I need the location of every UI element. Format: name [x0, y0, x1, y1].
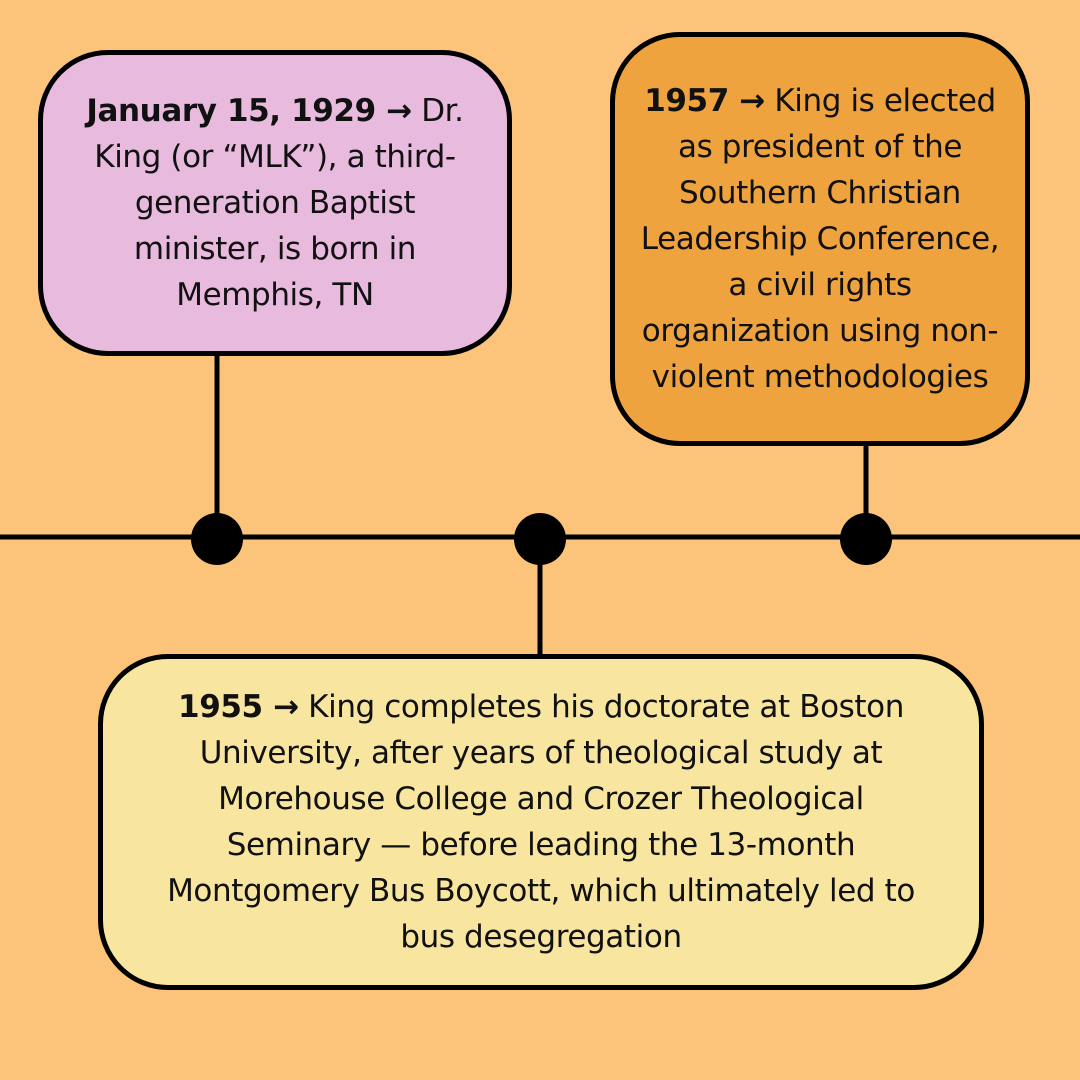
- event-date: January 15, 1929: [86, 93, 376, 129]
- timeline-marker-1955: [514, 513, 566, 565]
- event-description: Dr. King (or “MLK”), a third-generation Baptist minister, is born in Memphis, TN: [94, 93, 464, 313]
- arrow-icon: →: [386, 93, 412, 129]
- event-description: King is elected as president of the Southern Christian Leadership Conference, a civil rights organization using non-violent methodologies: [640, 83, 1000, 395]
- event-card-1957: [610, 32, 1030, 446]
- event-card-1955: [98, 654, 984, 990]
- arrow-icon: →: [273, 689, 299, 725]
- timeline-marker-1929: [191, 513, 243, 565]
- event-date: 1957: [644, 83, 729, 119]
- event-date: 1955: [178, 689, 263, 725]
- arrow-icon: →: [739, 83, 765, 119]
- event-description: King completes his doctorate at Boston University, after years of theological study at Morehouse College and Crozer Theological Seminary — before leading the 13-month Montgomery Bus Boycott, which ultimately led to bus desegregation: [167, 689, 915, 955]
- timeline-marker-1957: [840, 513, 892, 565]
- event-card-1929: [38, 50, 512, 356]
